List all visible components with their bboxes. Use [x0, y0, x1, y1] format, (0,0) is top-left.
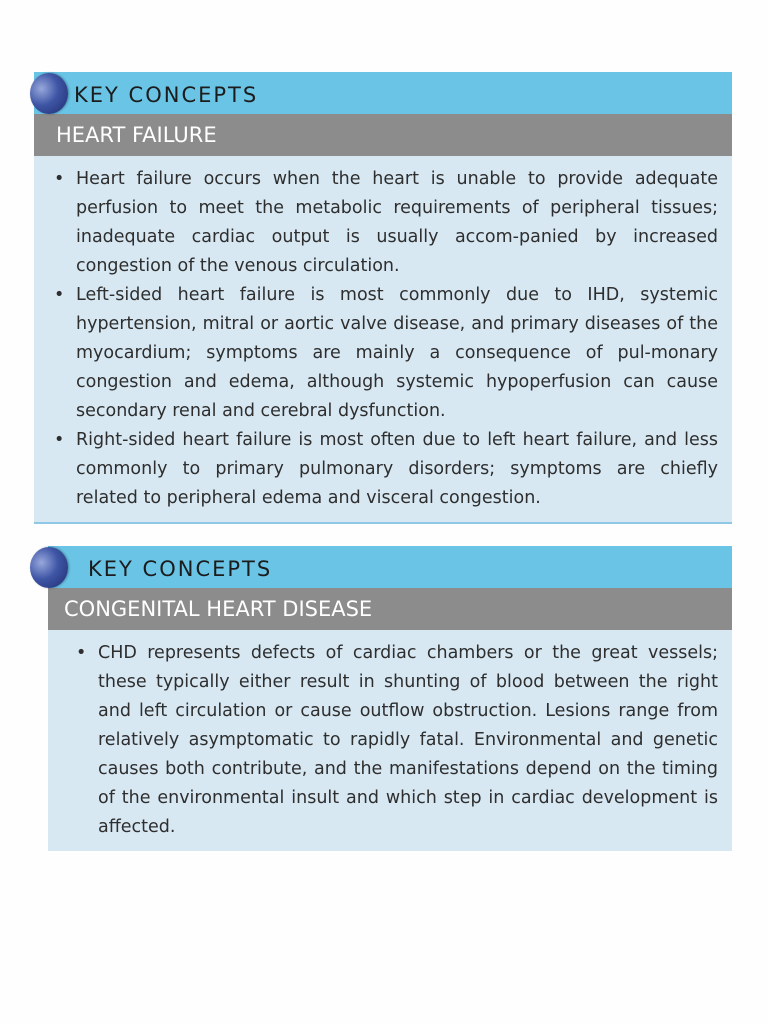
bullet-item: [76, 639, 718, 842]
bullet-icon: •: [76, 643, 87, 663]
topic-title: CONGENITAL HEART DISEASE: [48, 588, 732, 630]
bullet-item: [54, 281, 718, 426]
key-concepts-box-heart-failure: [34, 72, 732, 524]
key-concepts-box-congenital-heart-disease: [34, 546, 732, 851]
concepts-content: [48, 630, 732, 851]
blue-sphere-icon: [30, 547, 68, 588]
bullet-item: [54, 426, 718, 513]
bullet-text: Heart failure occurs when the heart is unable to provide adequate perfusion to meet the metabolic requirements of peripheral tissues; inadequate cardiac output is usually accom-panied by increased congestion of the venous circulation.: [76, 169, 718, 276]
bullet-icon: •: [54, 430, 65, 450]
bullet-item: [54, 165, 718, 281]
blue-sphere-icon: [30, 73, 68, 114]
key-concepts-label: KEY CONCEPTS: [88, 557, 273, 581]
concepts-content: [34, 156, 732, 524]
bullet-list: [54, 165, 718, 513]
bullet-icon: •: [54, 169, 65, 189]
bullet-icon: •: [54, 285, 65, 305]
bullet-text: Right-sided heart failure is most often due to left heart failure, and less commonly to primary pulmonary disorders; symptoms are chiefly related to peripheral edema and visceral congestion.: [76, 430, 718, 508]
key-concepts-header: [48, 546, 732, 588]
key-concepts-label: KEY CONCEPTS: [74, 83, 259, 107]
bullet-list: [76, 639, 718, 842]
bullet-text: CHD represents defects of cardiac chambers or the great vessels; these typically either result in shunting of blood between the right and left circulation or cause outflow obstruction. Lesions range from relatively asymptomatic to rapidly fatal. Environmental and genetic causes both contribute, and the manifestations depend on the timing of the environmental insult and which step in cardiac development is affected.: [98, 643, 718, 837]
key-concepts-header: [34, 72, 732, 114]
topic-title: HEART FAILURE: [34, 114, 732, 156]
bullet-text: Left-sided heart failure is most commonly due to IHD, systemic hypertension, mitral or aortic valve disease, and primary diseases of the myocardium; symptoms are mainly a consequence of pul-monary congestion and edema, although systemic hypoperfusion can cause secondary renal and cerebral dysfunction.: [76, 285, 718, 421]
